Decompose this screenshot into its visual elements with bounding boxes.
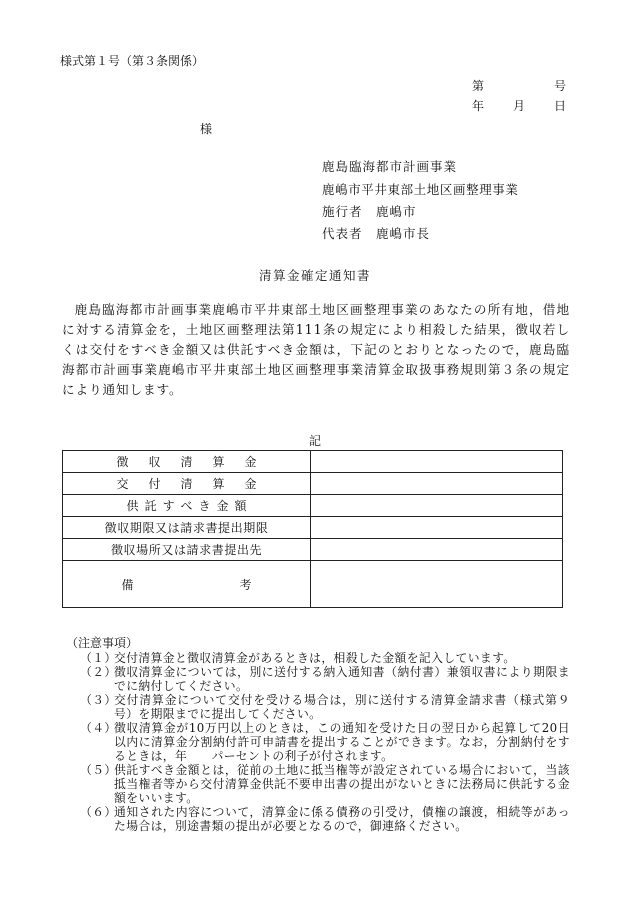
list-item xyxy=(80,763,570,805)
table-row-remarks xyxy=(63,561,563,608)
table-value-cell xyxy=(311,451,563,473)
date-year: 年 xyxy=(472,99,485,113)
issuer-representative: 代表者 鹿嶋市長 xyxy=(322,226,431,241)
issuer-subproject: 鹿嶋市平井東部土地区画整理事業 xyxy=(322,182,519,197)
list-item xyxy=(80,665,570,693)
document-number xyxy=(472,77,566,94)
table-value-cell xyxy=(311,539,563,561)
note-number: （３） xyxy=(80,693,117,707)
number-prefix: 第 xyxy=(472,79,485,93)
note-number: （６） xyxy=(80,805,117,819)
note-text: 交付清算金について交付を受ける場合は，別に送付する清算金請求書（様式第９号）を期限までに提出してください。 xyxy=(114,693,570,721)
table-label-cell xyxy=(63,473,311,495)
table-label-cell xyxy=(63,561,311,608)
list-item xyxy=(80,693,570,721)
issuer-executor: 施行者 鹿嶋市 xyxy=(322,204,417,219)
addressee-suffix: 様 xyxy=(200,122,213,136)
date-day: 日 xyxy=(553,99,566,113)
table-value-cell xyxy=(311,561,563,608)
table-label-cell xyxy=(63,517,311,539)
row-label-payment: 交付清算金 xyxy=(116,477,257,491)
note-text: 徴収清算金が10万円以上のときは，この通知を受けた日の翌日から起算して20日以内に清算金分割納付許可申請書を提出することができます。なお，分割納付をするときは，年 パーセントの利子が付されます。 xyxy=(114,721,570,763)
list-item xyxy=(80,651,570,665)
table-value-cell xyxy=(311,495,563,517)
table-label-cell xyxy=(63,451,311,473)
note-text: 徴収清算金については，別に送付する納入通知書（納付書）兼領収書により期限までに納付してください。 xyxy=(114,665,570,693)
table-row xyxy=(63,495,563,517)
issuer-project: 鹿島臨海都市計画事業 xyxy=(322,159,458,174)
number-suffix: 号 xyxy=(553,79,566,93)
note-number: （５） xyxy=(80,763,117,777)
table-label-cell xyxy=(63,539,311,561)
row-label-deadline: 徴収期限又は請求書提出期限 xyxy=(104,521,269,535)
row-label-deposit: 供託すべき金額 xyxy=(126,499,247,513)
table-row xyxy=(63,539,563,561)
list-item xyxy=(80,805,570,833)
row-label-place: 徴収場所又は請求書提出先 xyxy=(110,543,263,557)
document-title: 清算金確定通知書 xyxy=(258,268,371,283)
list-item xyxy=(80,721,570,763)
date-month: 月 xyxy=(512,99,525,113)
note-text: 供託すべき金額とは，従前の土地に抵当権等が設定されている場合において，当該抵当権者等から交付清算金供託不要申出書の提出がないときに法務局に供託する金額をいいます。 xyxy=(114,763,570,805)
remarks-label-a: 備 xyxy=(121,577,134,592)
notes-title: （注意事項） xyxy=(66,636,139,650)
table-value-cell xyxy=(311,517,563,539)
table-value-cell xyxy=(311,473,563,495)
note-number: （２） xyxy=(80,665,117,679)
table-row xyxy=(63,451,563,473)
row-label-collection: 徴収清算金 xyxy=(116,455,257,469)
detail-table xyxy=(62,450,563,608)
ki-heading: 記 xyxy=(308,434,321,448)
row-label-remarks xyxy=(122,576,252,593)
note-number: （４） xyxy=(80,721,117,735)
document-date xyxy=(472,97,566,114)
notes-list xyxy=(80,651,570,833)
table-row xyxy=(63,473,563,495)
note-text: 交付清算金と徴収清算金があるときは，相殺した金額を記入しています。 xyxy=(114,651,516,665)
body-paragraph: 鹿島臨海都市計画事業鹿嶋市平井東部土地区画整理事業のあなたの所有地，借地に対する清算金を，土地区画整理法第111条の規定により相殺した結果，徴収若しくは交付をすべき金額又は供託すべき金額は，下記のとおりとなったので，鹿島臨海都市計画事業鹿嶋市平井東部土地区画整理事業清算金取扱事務規則第３条の規定により通知します。 xyxy=(62,302,570,397)
remarks-label-b: 考 xyxy=(239,577,252,592)
table-label-cell xyxy=(63,495,311,517)
note-number: （１） xyxy=(80,651,117,665)
note-text: 通知された内容について，清算金に係る債務の引受け，債権の譲渡，相続等があった場合は，別途書類の提出が必要となるので，御連絡ください。 xyxy=(114,805,570,833)
table-row xyxy=(63,517,563,539)
form-label: 様式第１号（第３条関係） xyxy=(60,54,205,68)
